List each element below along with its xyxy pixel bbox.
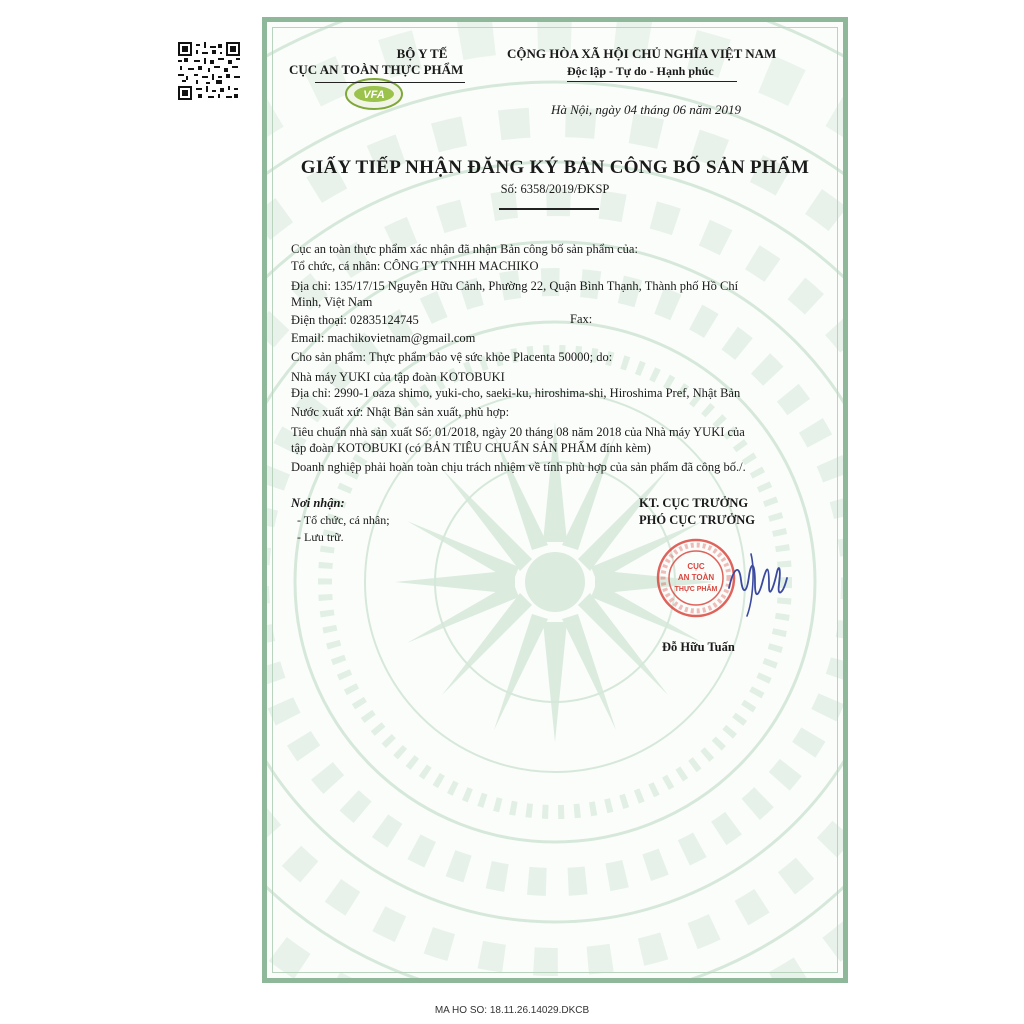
stamp-line: THỰC PHẨM: [674, 586, 718, 593]
vfa-logo-text: VFA: [363, 89, 385, 101]
certificate-inner-border: [272, 27, 838, 973]
signatory-title-1: KT. CỤC TRƯỞNG: [639, 496, 749, 510]
recipients-title: Nơi nhận:: [291, 496, 345, 510]
body-line: Email: machikovietnam@gmail.com: [291, 331, 476, 345]
body-line: Nhà máy YUKI của tập đoàn KOTOBUKI: [291, 370, 505, 384]
country-name: CỘNG HÒA XÃ HỘI CHỦ NGHĨA VIỆT NAM: [507, 46, 777, 61]
body-line: Doanh nghiệp phải hoàn toàn chịu trách nhiệm về tính phù hợp của sản phẩm đã công bố./.: [291, 460, 746, 474]
body-line: Tiêu chuẩn nhà sản xuất Số: 01/2018, ngày 20 tháng 08 năm 2018 của Nhà máy YUKI của: [291, 425, 745, 439]
stamp-line: CỤC: [687, 562, 705, 571]
stamp-line: AN TOÀN: [677, 573, 715, 582]
body-line: Địa chỉ: 135/17/15 Nguyễn Hữu Cảnh, Phường 22, Quận Bình Thạnh, Thành phố Hồ Chí: [291, 279, 739, 293]
ministry-name: BỘ Y TẾ: [396, 46, 448, 61]
body-line: Nước xuất xứ: Nhật Bản sản xuất, phù hợp:: [291, 405, 510, 419]
signer-name: Đỗ Hữu Tuấn: [662, 640, 735, 654]
document-number: Số: 6358/2019/ĐKSP: [500, 182, 610, 196]
body-line: Điện thoại: 02835124745: [291, 313, 419, 327]
signatory-title-2: PHÓ CỤC TRƯỞNG: [639, 513, 755, 527]
recipient-item: - Lưu trữ.: [297, 530, 344, 544]
issue-date: Hà Nội, ngày 04 tháng 06 năm 2019: [551, 102, 741, 117]
fax-label: Fax:: [570, 312, 593, 326]
document-title: GIẤY TIẾP NHẬN ĐĂNG KÝ BẢN CÔNG BỐ SẢN PHẨM: [300, 157, 810, 178]
national-motto: Độc lập - Tự do - Hạnh phúc: [567, 64, 714, 78]
dossier-code: MA HO SO: 18.11.26.14029.DKCB: [434, 1005, 590, 1016]
certificate-document: [262, 17, 848, 983]
body-line: Địa chỉ: 2990-1 oaza shimo, yuki-cho, saeki-ku, hiroshima-shi, Hiroshima Pref, Nhật Bản: [291, 386, 741, 400]
body-line: Cục an toàn thực phẩm xác nhận đã nhận Bản công bố sản phẩm của:: [291, 242, 638, 256]
body-line: Minh, Việt Nam: [291, 295, 373, 309]
agency-name: CỤC AN TOÀN THỰC PHẨM: [289, 62, 464, 77]
body-line: tập đoàn KOTOBUKI (có BẢN TIÊU CHUẨN SẢN PHẨM đính kèm): [291, 441, 651, 455]
qr-code: [178, 42, 240, 100]
body-line: Cho sản phẩm: Thực phẩm bảo vệ sức khỏe Placenta 50000; do:: [291, 350, 613, 364]
recipient-item: - Tổ chức, cá nhân;: [297, 513, 390, 527]
body-line: Tổ chức, cá nhân: CÔNG TY TNHH MACHIKO: [291, 259, 539, 273]
